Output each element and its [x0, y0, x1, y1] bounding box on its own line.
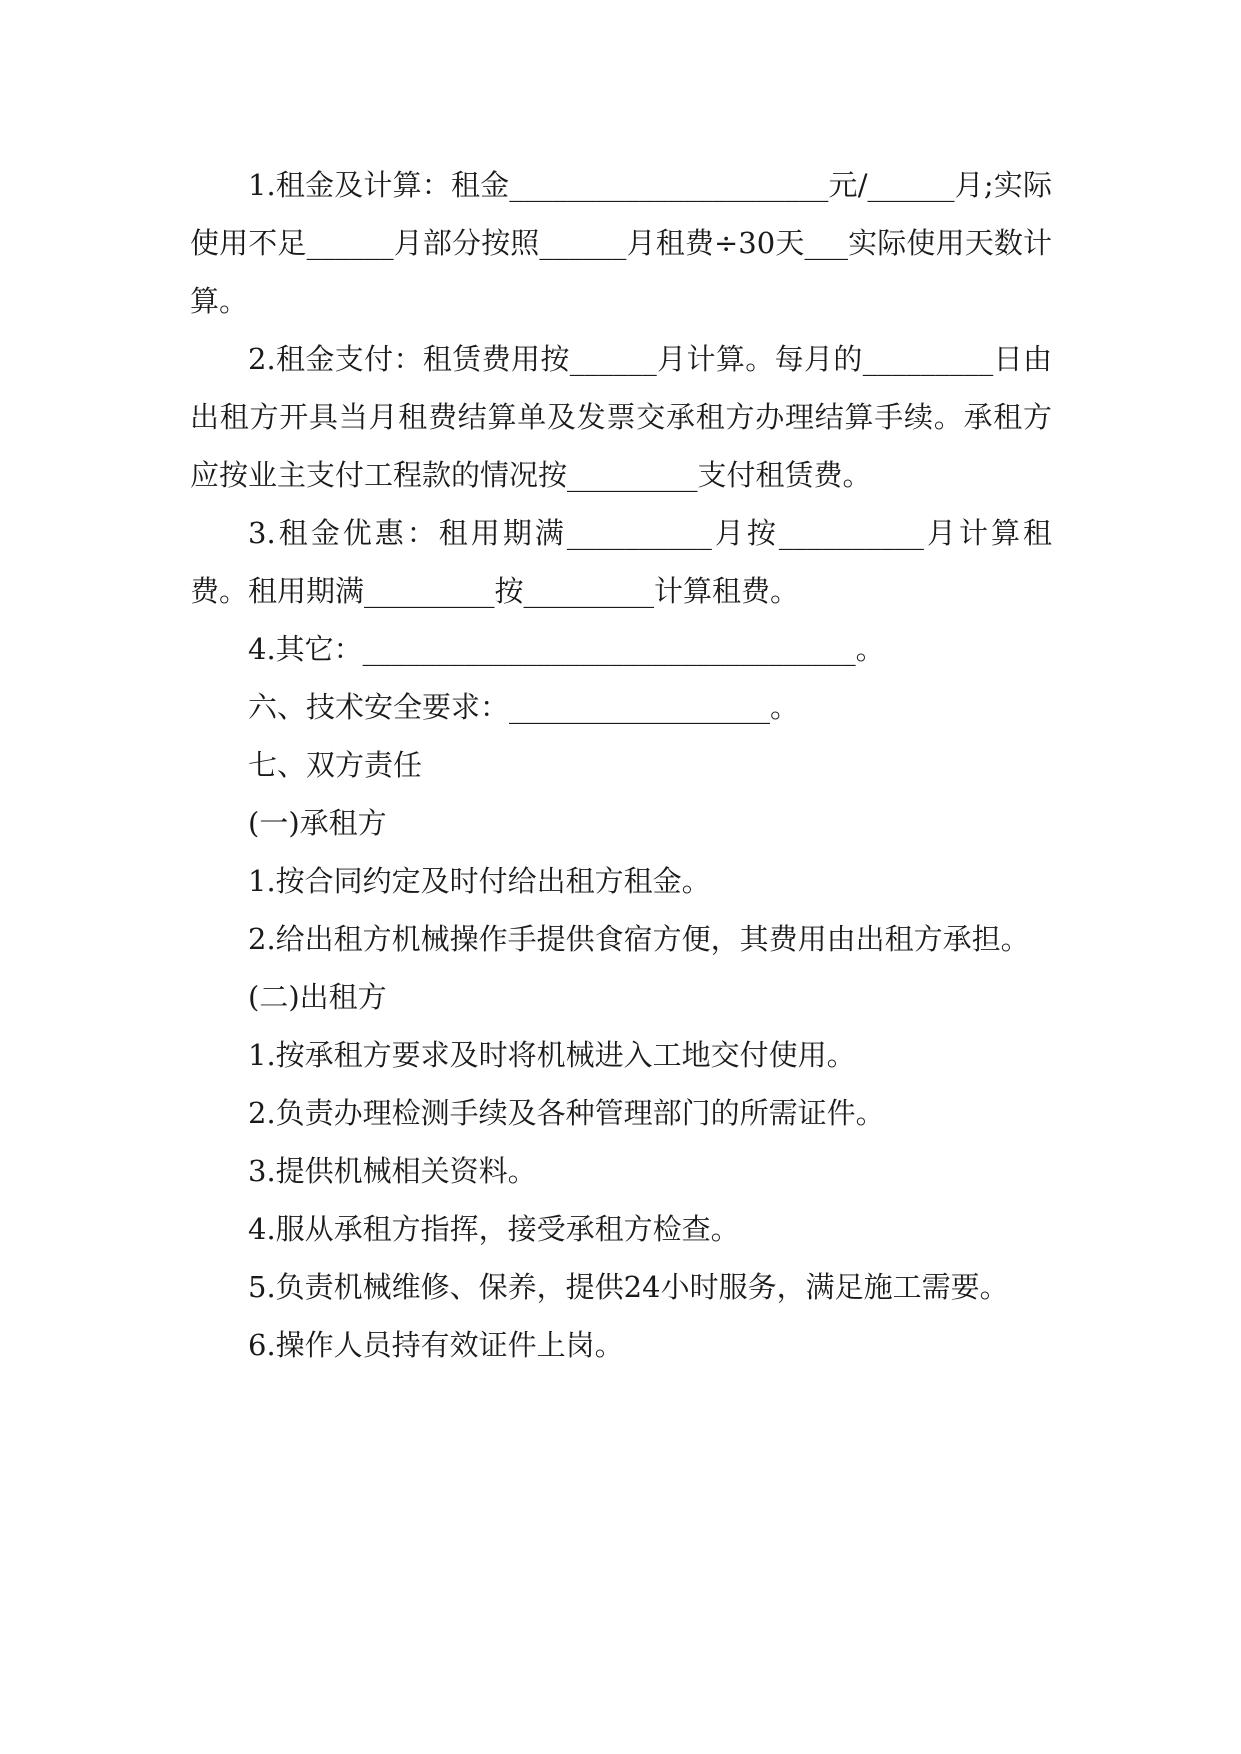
- subheading-lessee: (一)承租方: [248, 806, 387, 840]
- lessor-item-4: 4.服从承租方指挥，接受承租方检查。: [248, 1212, 740, 1246]
- lessor-item-6: 6.操作人员持有效证件上岗。: [248, 1328, 624, 1362]
- document-page: [190, 156, 1052, 1374]
- heading-responsibilities: 七、双方责任: [248, 748, 423, 782]
- paragraph-rent-discount: 3.租金优惠：租用期满__________月按__________月计算租费。租用期满_________按_________计算租费。: [190, 516, 1052, 608]
- lessee-item-1: 1.按合同约定及时付给出租方租金。: [248, 864, 711, 898]
- lessor-item-2: 2.负责办理检测手续及各种管理部门的所需证件。: [248, 1096, 885, 1130]
- heading-technical-safety: 六、技术安全要求：__________________。: [248, 690, 800, 724]
- paragraph-rent-calculation: 1.租金及计算：租金______________________元/______月;实际使用不足______月部分按照______月租费÷30天___实际使用天数计算。: [190, 168, 1052, 318]
- lessor-item-3: 3.提供机械相关资料。: [248, 1154, 537, 1188]
- lessee-item-2: 2.给出租方机械操作手提供食宿方便，其费用由出租方承担。: [248, 922, 1030, 956]
- lessor-item-5: 5.负责机械维修、保养，提供24小时服务，满足施工需要。: [248, 1270, 1009, 1304]
- paragraph-other: 4.其它：__________________________________。: [248, 632, 885, 666]
- paragraph-rent-payment: 2.租金支付：租赁费用按______月计算。每月的_________日由出租方开具当月租费结算单及发票交承租方办理结算手续。承租方应按业主支付工程款的情况按_________支付租赁费。: [190, 342, 1052, 492]
- lessor-item-1: 1.按承租方要求及时将机械进入工地交付使用。: [248, 1038, 856, 1072]
- subheading-lessor: (二)出租方: [248, 980, 387, 1014]
